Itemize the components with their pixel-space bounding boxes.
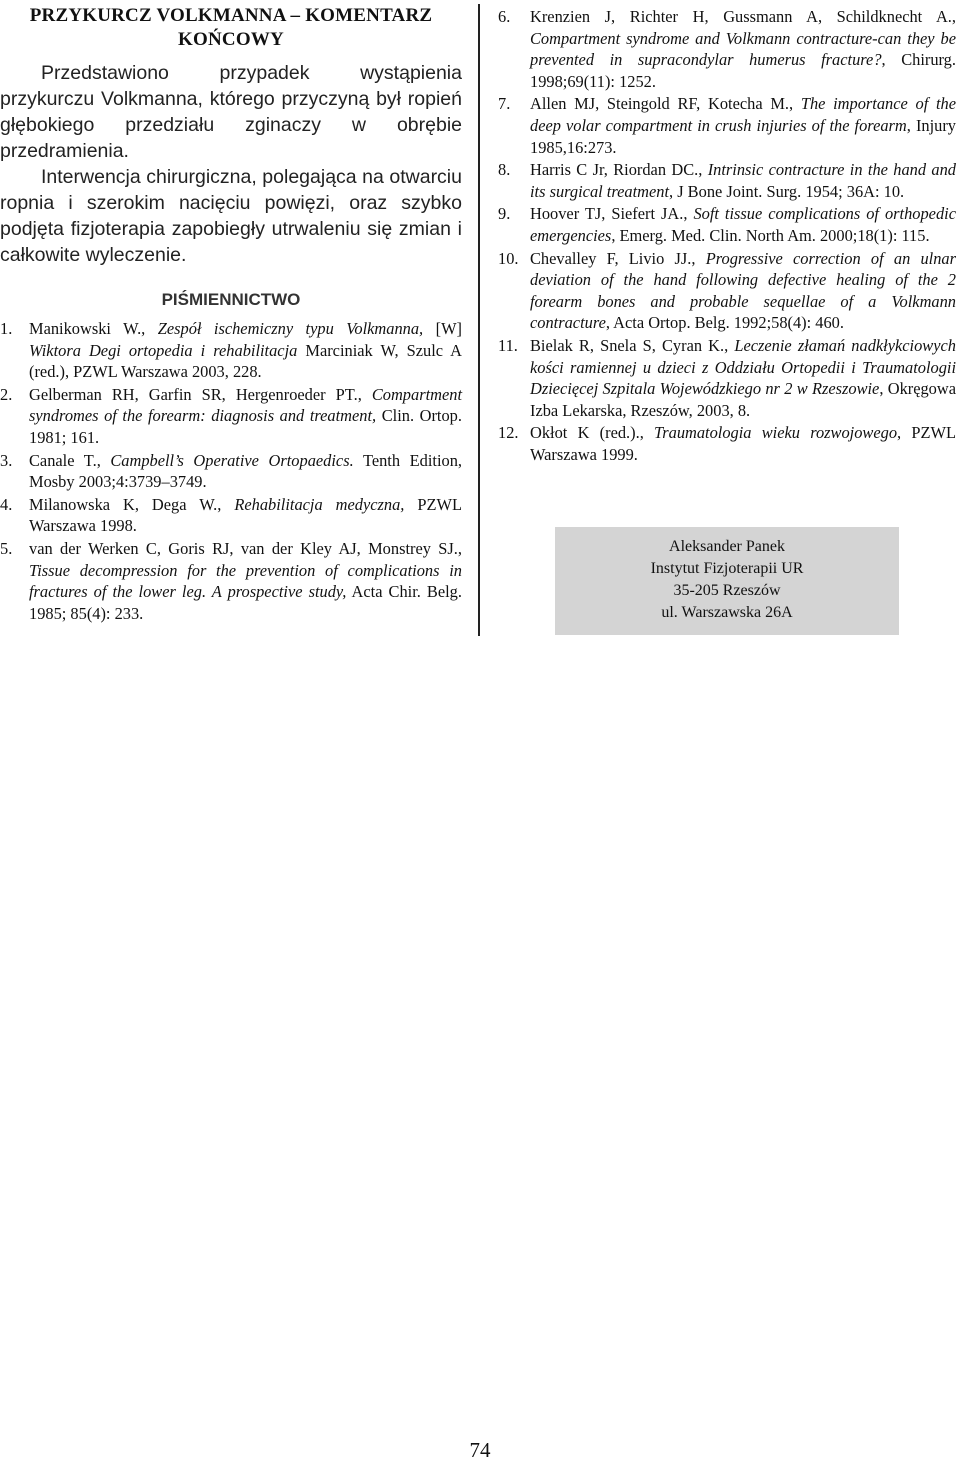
reference-authors: Gelberman RH, Garfin SR, Hergenroeder PT.: [29, 384, 358, 404]
author-address-box: [555, 527, 899, 635]
reference-item: [0, 318, 462, 383]
reference-sep: ,: [357, 384, 372, 404]
reference-source: , Okręgowa Izba Lekarska, Rzeszów, 2003, 8.: [530, 379, 956, 420]
reference-source: Acta Chir. Belg. 1985; 85(4): 233.: [29, 582, 462, 623]
reference-number: 11.: [498, 335, 518, 355]
reference-item: [498, 422, 956, 465]
column-divider: [478, 4, 480, 636]
reference-source: , Chirurg. 1998;69(11): 1252.: [530, 50, 956, 91]
reference-item: [498, 248, 956, 334]
reference-item: [498, 203, 956, 246]
reference-title: Campbell’s Operative Ortopaedics.: [110, 450, 354, 470]
reference-item: [0, 538, 462, 624]
section-heading: PRZYKURCZ VOLKMANNA – KOMENTARZ KOŃCOWY: [29, 5, 433, 50]
reference-item: [498, 93, 956, 158]
reference-item: [498, 159, 956, 202]
reference-authors: Bielak R, Snela S, Cyran K.: [530, 335, 725, 355]
reference-source: , J Bone Joint. Surg. 1954; 36A: 10.: [669, 181, 905, 201]
reference-sep: ,: [457, 538, 462, 558]
reference-authors: van der Werken C, Goris RJ, van der Kley AJ, Monstrey SJ.: [29, 538, 458, 558]
page-number: 74: [469, 1438, 491, 1462]
reference-sep: ,: [789, 94, 801, 114]
reference-number: 6.: [498, 7, 511, 26]
reference-number: 3.: [0, 450, 13, 470]
reference-title: Rehabilitacja medyczna,: [234, 494, 405, 514]
reference-title: Tissue decompression for the prevention of complications in fractures of the lower leg. A prospective study,: [29, 560, 462, 602]
reference-title: Progressive correction of an ulnar deviation of the hand following defective healing of the 2 forearm bones and probable sequellae of a Volkmann contracture: [530, 248, 957, 333]
author-street: ul. Warszawska 26A: [661, 604, 793, 621]
left-column: [0, 0, 462, 625]
reference-title: Traumatologia wieku rozwojowego: [654, 423, 898, 443]
reference-authors: Manikowski W.: [29, 319, 142, 338]
reference-source: Clin. Ortop. 1981; 161.: [29, 406, 462, 447]
reference-sep: ,: [691, 248, 706, 268]
author-city: 35-205 Rzeszów: [673, 582, 781, 599]
reference-sep: ,: [141, 319, 158, 338]
reference-sep: ,: [951, 7, 956, 26]
reference-sep: ,: [683, 204, 694, 224]
reference-source: Tenth Edition, Mosby 2003;4:3739–3749.: [29, 450, 462, 492]
reference-title: The importance of the deep volar compartment in crush injuries of the forearm: [530, 94, 956, 135]
reference-item: [0, 494, 462, 537]
reference-authors: Hoover TJ, Siefert JA.: [530, 204, 684, 224]
reference-item: [0, 384, 462, 449]
reference-book: Wiktora Degi ortopedia i rehabilitacja: [29, 340, 298, 360]
reference-list-right: [498, 6, 956, 465]
body-paragraph-1: Przedstawiono przypadek wystąpienia przykurczu Volkmanna, którego przyczyną był ropień głębokiego przedziału zginaczy w obrębie przedramienia.: [0, 62, 462, 162]
reference-title: Intrinsic contracture in the hand and its surgical treatment: [530, 160, 956, 201]
reference-source: PZWL Warszawa 1998.: [29, 494, 462, 536]
reference-title: Zespół ischemiczny typu Volkmanna,: [157, 319, 424, 338]
body-paragraph-2: Interwencja chirurgiczna, polegająca na otwarciu ropnia i szerokim nacięciu powięzi, oraz szybko podjęta fizjoterapia zapobiegły utrwaleniu się zmian i całkowite wyleczenie.: [0, 166, 462, 266]
reference-source: , PZWL Warszawa 1999.: [530, 423, 956, 464]
reference-title: Compartment syndrome and Volkmann contracture-can they be prevented in supracondylar humerus fracture?: [530, 28, 956, 70]
reference-number: 4.: [0, 494, 13, 514]
reference-title: Compartment syndromes of the forearm: diagnosis and treatment,: [29, 384, 462, 426]
reference-item: [498, 6, 956, 92]
reference-source: , Injury 1985,16:273.: [530, 115, 956, 157]
right-column: [498, 0, 956, 466]
reference-authors: Okłot K (red.).: [530, 423, 640, 443]
reference-number: 12.: [498, 423, 519, 443]
reference-sep: [354, 451, 363, 470]
reference-source: Marciniak W, Szulc A (red.), PZWL Warszawa 2003, 228.: [29, 340, 462, 382]
reference-item: [0, 450, 462, 493]
reference-source: , Acta Ortop. Belg. 1992;58(4): 460.: [605, 313, 844, 333]
reference-number: 10.: [498, 248, 519, 268]
references-heading: PIŚMIENNICTWO: [161, 290, 301, 309]
reference-number: 9.: [498, 204, 511, 224]
reference-number: 1.: [0, 319, 13, 338]
reference-sep: ,: [217, 494, 235, 514]
reference-number: 5.: [0, 538, 13, 558]
author-institute: Instytut Fizjoterapii UR: [650, 560, 804, 577]
reference-sep: [W]: [423, 319, 462, 338]
section-body: [0, 60, 462, 268]
reference-title: Leczenie złamań nadkłykciowych kości ramiennej u dzieci z Oddziału Ortopedii i Traumatologii Dziecięcej Szpitala Wojewódzkiego nr 2 w Rzeszowie: [530, 335, 956, 399]
reference-title: Soft tissue complications of orthopedic emergencies: [530, 204, 956, 245]
reference-sep: [404, 495, 417, 514]
reference-authors: Canale T.: [29, 450, 97, 470]
reference-source: , Emerg. Med. Clin. North Am. 2000;18(1): 115.: [611, 225, 930, 245]
reference-number: 7.: [498, 94, 511, 114]
reference-number: 8.: [498, 160, 511, 180]
reference-sep: ,: [96, 450, 111, 470]
reference-sep: ,: [698, 160, 708, 180]
reference-item: [498, 335, 956, 421]
reference-number: 2.: [0, 384, 13, 404]
reference-sep: ,: [639, 423, 655, 443]
reference-list-left: [0, 318, 462, 624]
reference-authors: Milanowska K, Dega W.: [29, 494, 218, 514]
reference-sep: ,: [724, 335, 735, 355]
reference-authors: Allen MJ, Steingold RF, Kotecha M.: [530, 94, 789, 114]
reference-authors: Krenzien J, Richter H, Gussmann A, Schildknecht A.: [530, 7, 952, 26]
reference-authors: Harris C Jr, Riordan DC.: [530, 160, 699, 180]
author-name: Aleksander Panek: [669, 538, 785, 555]
reference-authors: Chevalley F, Livio JJ.: [530, 248, 692, 268]
